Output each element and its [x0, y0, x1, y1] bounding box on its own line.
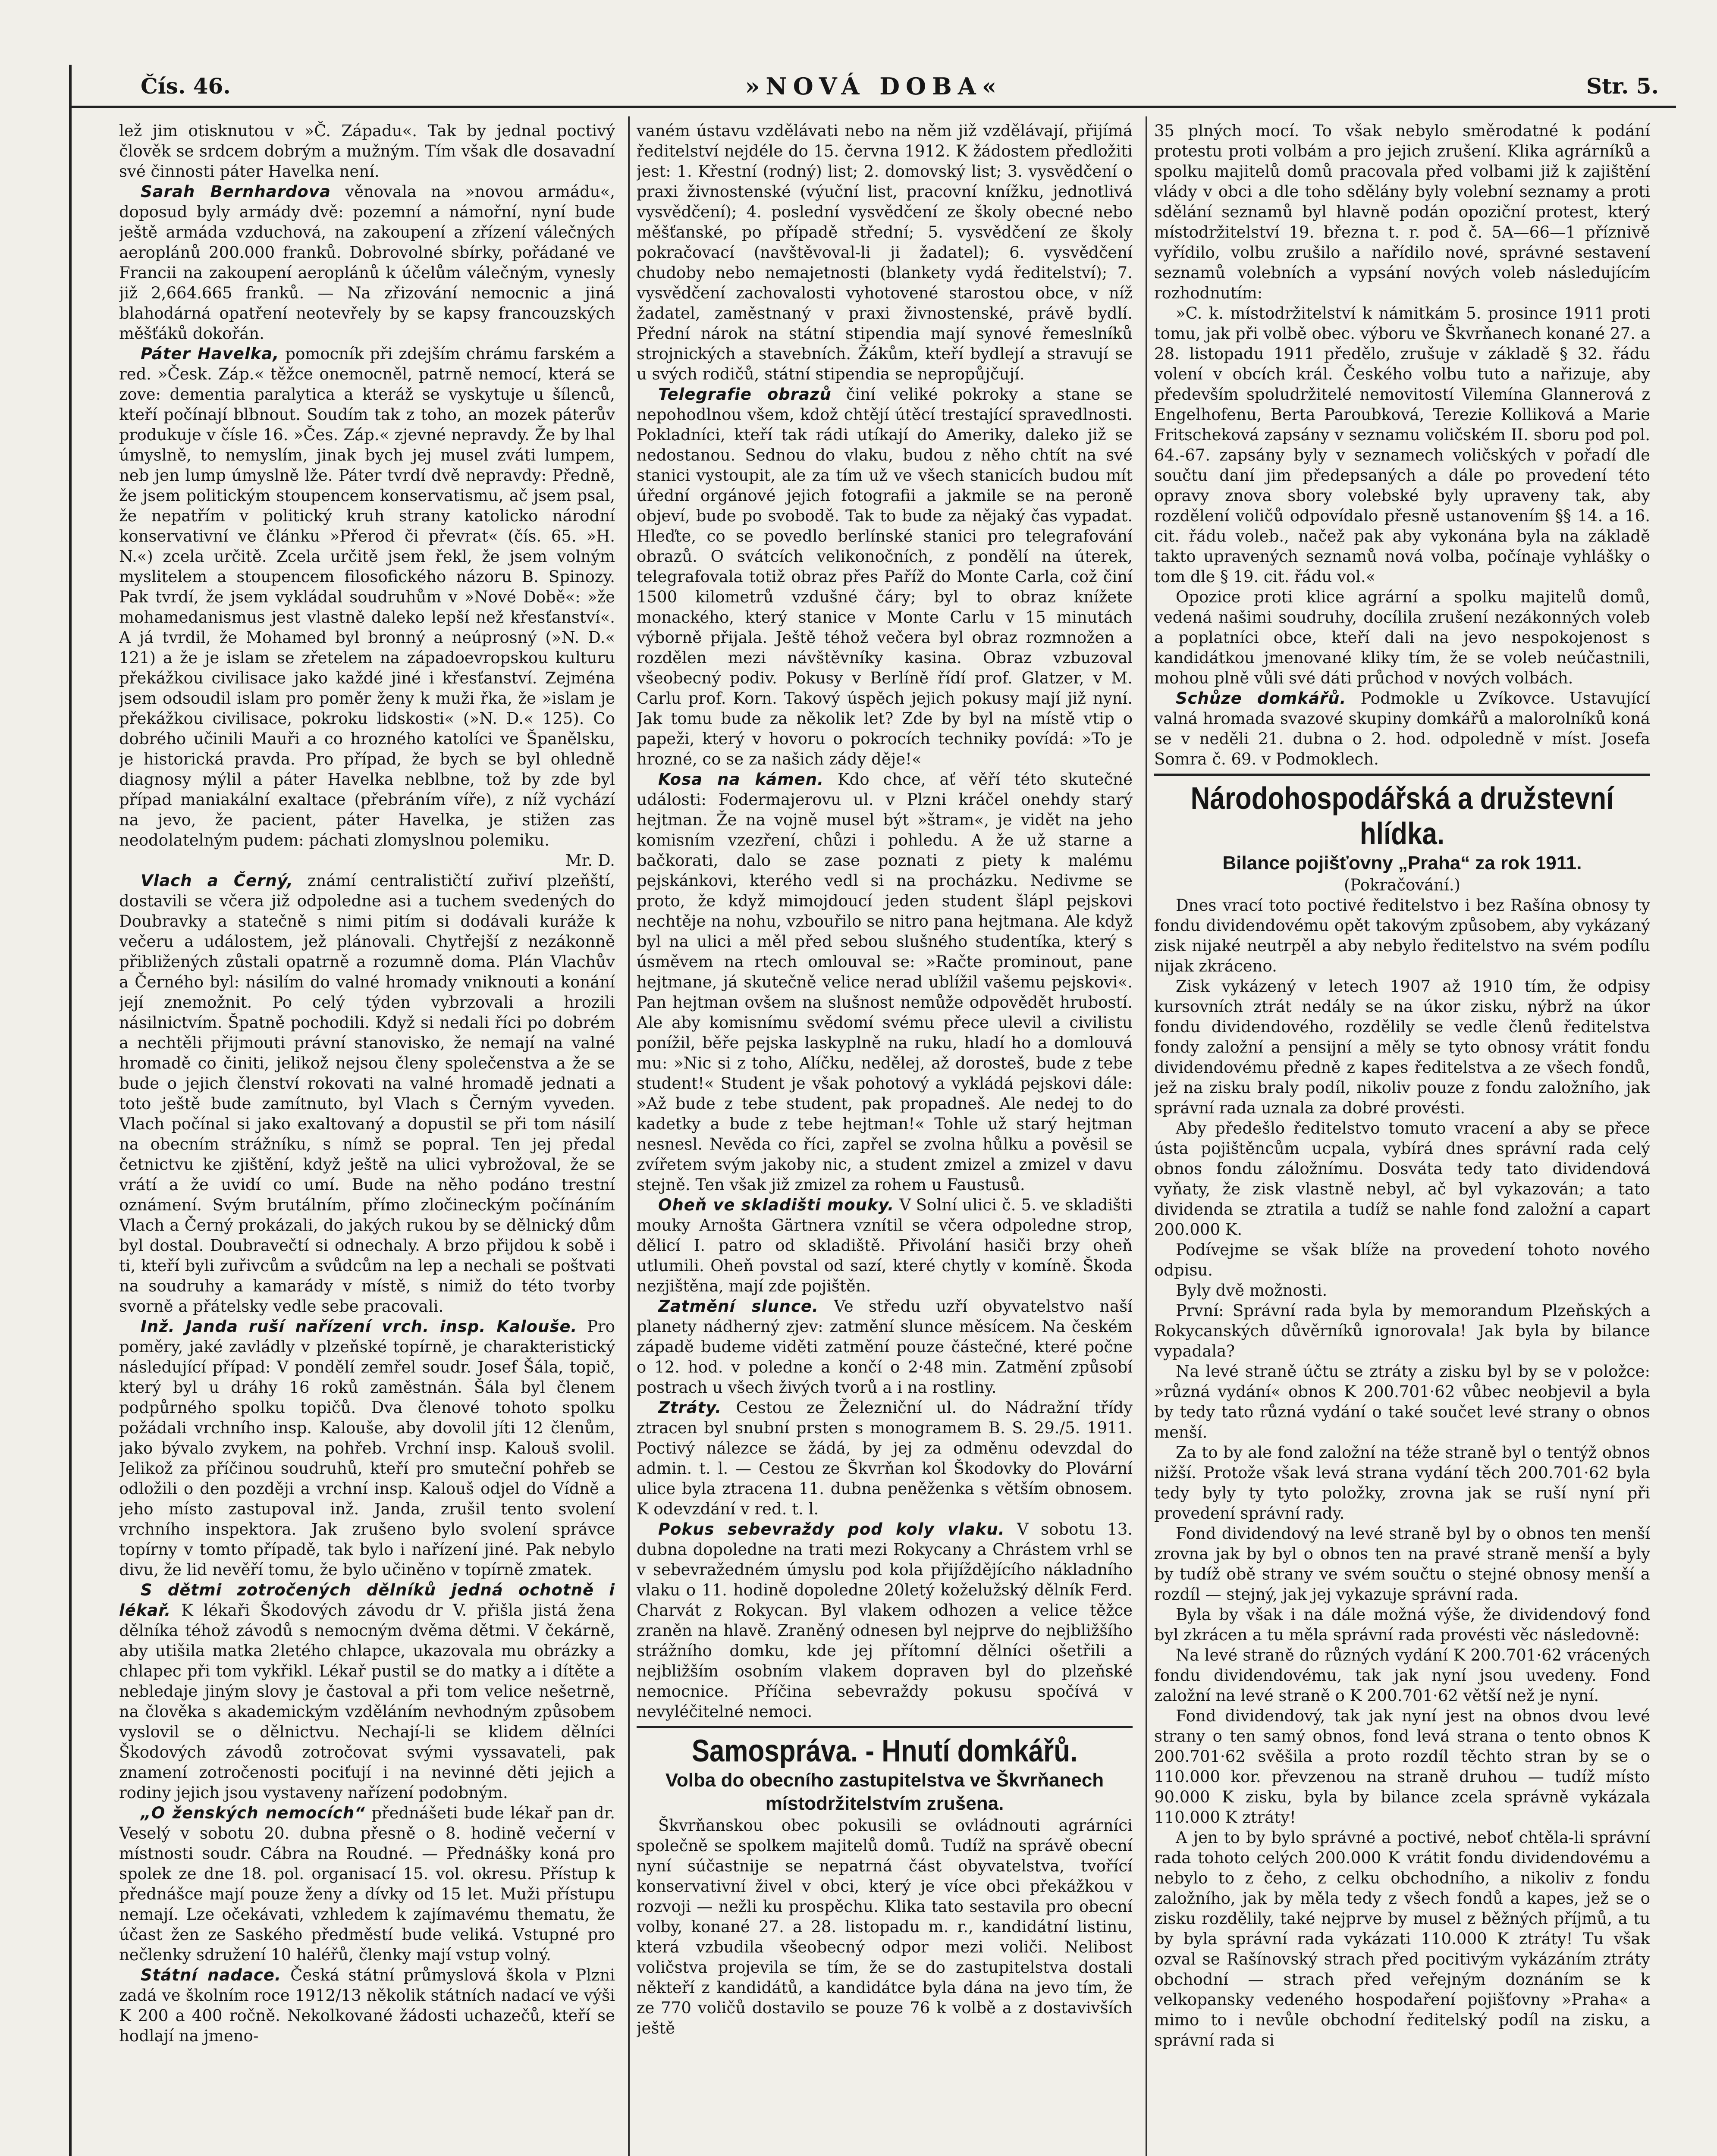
article-text: V Solní ulici č. 5. ve skladišti mouky Arnošta Gärtnera vznítil se včera odpoledne strop, dělicí I. patro od skladiště. Přivolání hasiči brzy oheň utlumili. Oheň povstal od sazí, které chytly v komíně. Škoda nezjištěna, mají zde pojištěn.	[637, 1196, 1133, 1295]
article-text: Kdo chce, ať věří této skutečné události: Fodermajerovu ul. v Plzni kráčel onehdy starý hejtman. Že na vojně musel být »štram«, je vidět na jeho komisním vzezření, chůzi i pohledu. A že už starne a bačkorati, dalo se zase poznati z piety k malému pejskánkovi, kterého vedl si na procházku. Nedivme se proto, že když mimojdoucí jeden student šlápl pejskovi nechtěje na nohu, vzbouřilo se nitro pana hejtmana. Ale když byl na ulici a měl před sebou slušného studentíka, který s úsměvem na rtech omlouval se: »Račte prominout, pane hejtmane, já skutečně velice nerad ublížil vašemu pejskovi«. Pan hejtman ovšem na slušnost nemůže odpovědět hrubostí. Ale aby komisnímu svědomí svému přece ulevil a civilistu ponížil, běře pejska laskyplně na ruku, hladí ho a domlouvá mu: »Nic si z toho, Alíčku, nedělej, až dorosteš, bude z tebe student!« Student je však pohotový a vykládá pejskovi dále: »Až bude z tebe student, pak propadneš. Ale nedej to do kadetky a bude z tebe hejtman!« Tohle už starý hejtman nesnesl. Nevěda co říci, zapřel se zvolna hůlku a pověsil se zvířetem svým jakoby nic, a student zmizel a zmizel v davu stejně. Ten však již zmizel za rohem u Faustusů.	[637, 770, 1133, 1194]
article-paragraph: lež jim otisknutou v »Č. Západu«. Tak by jednal poctivý člověk se srdcem dobrým a mužným. Tím však dle dosavadní své činnosti páter Havelka není.	[119, 122, 615, 181]
article-paragraph	[637, 1519, 1133, 1722]
article-text: Cestou ze Železniční ul. do Nádražní třídy ztracen byl snubní prsten s monogramem B. S. 29./5. 1911. Poctivý nálezce se žádá, by jej za odměnu odevzdal do admin. t. l. — Cestou ze Škvrňan kol Škodovky do Plovární ulice byla ztracena 11. dubna peněženka s větším obnosem. K odevzdání v red. t. l.	[637, 1398, 1133, 1518]
article-paragraph: Na levé straně do různých vydání K 200.701·62 vrácených fondu dividendovému, tak jak nyní jsou uvedeny. Fond založní na levé straně o K 200.701·62 větší než je nyní.	[1154, 1646, 1650, 1705]
article-paragraph: Opozice proti klice agrární a spolku majitelů domů, vedená našimi soudruhy, docílila zrušení nezákonných voleb a poplatníci obce, kteří dali na jevo nespokojenost s kandidátkou jmenované kliky tím, že se voleb neúčastnili, mohou plně vůli své dáti průchod v nových volbách.	[1154, 588, 1650, 687]
article-heading: Telegrafie obrazů	[658, 385, 832, 404]
article-heading: „O ženských nemocích“	[141, 1804, 366, 1822]
article-text: Česká státní průmyslová škola v Plzni zadá ve školním roce 1912/13 několik státních nadací ve výši K 200 a 400 ročně. Nekolkované žádosti uchazečů, kteří se hodlají na jmeno-	[119, 1966, 615, 2045]
page-header	[72, 65, 1676, 108]
article-text: K lékaři Škodových závodu dr V. přišla jistá žena dělníka téhož závodů s nemocným dvěma dětmi. V čekárně, aby utišila matka 2letého chlapce, ukazovala mu obrázky a chlapec při tom vykřikl. Lékař pustil se do matky a i dítěte a nebledaje jiným slovy je častoval a při tom velice nešetrně, na člověka s akademickým vzděláním nevhodným způsobem vyslovil se o dělnictvu. Nechají-li se klidem dělníci Škodových závodů zotročovat svými vyssavateli, pak znamení zotročenosti pociťují i na nevinné děti jejich a rodiny jejich jsou vystaveny nařízení podobným.	[119, 1601, 615, 1802]
section-heading: Samospráva. - Hnutí domkářů.	[691, 1734, 1078, 1768]
article-paragraph: První: Správní rada byla by memorandum Plzeňských a Rokycanských důvěrníků ignorovala! Jak byla by bilance vypadala?	[1154, 1301, 1650, 1360]
article-text: V sobotu 13. dubna dopoledne na trati mezi Rokycany a Chrástem vrhl se v sebevražedném úmyslu pod kola přijíždějícího nákladního vlaku o 11. hodině dopoledne 20letý koželužský dělník Ferd. Charvát z Rokycan. Byl vlakem odhozen a velice těžce zraněn na hlavě. Zraněný odnesen byl nejprve do nejbližšího strážního domku, kde jej přítomní dělníci ošetřili a nejbližším osobním vlakem dopraven byl do plzeňské nemocnice. Příčina sebevraždy pokusu spočívá v nevyléčitelné nemoci.	[637, 1520, 1133, 1721]
article-text: Pro poměry, jaké zavládly v plzeňské topírně, je charakteristický následující případ: V pondělí zemřel soudr. Josef Šála, topič, který byl u dráhy 16 roků zaměstnán. Šála byl členem podpůrného spolku topičů. Dva členové tohoto spolku požádali vrchního insp. Kalouše, aby dovolil jíti 12 členům, jako bývalo zvykem, na pohřeb. Vrchní insp. Kalouš svolil. Jelikož za příčinou soudruhů, kteří pro smuteční pohřeb se odložili o den později a vrchní insp. Kalouš odjel do Vídně a jeho místo zastupoval inž. Janda, zrušil tento svolení vrchního inspektora. Jak zrušeno bylo svolení správce topírny v tomto případě, tak bylo i nařízení jiné. Pak nebylo divu, že lid nevěří tomu, že bylo učiněno v topírně zmatek.	[119, 1317, 615, 1579]
article-paragraph: 35 plných mocí. To však nebylo směrodatné k podání protestu proti volbám a pro jejich zrušení. Klika agrárníků a spolku majitelů domů pracovala před volbami již k zajištění vlády v obci a dle toho sdělány byly volební seznamy a proti sdělání seznamů byl hlavně podán opoziční protest, který místodržitelství 19. března t. r. pod č. 5A—66—1 příznivě vyřídilo, volbu zrušilo a nařídilo nové, správné sestavení seznamů volebních a vypsání nových voleb následujícím rozhodnutím:	[1154, 122, 1650, 302]
article-paragraph: Byly dvě možnosti.	[1176, 1281, 1328, 1300]
article-title: Bilance pojišťovny „Praha“ za rok 1911.	[1222, 852, 1582, 874]
article-paragraph: A jen to by bylo správné a poctivé, neboť chtěla-li správní rada tohoto celých 200.000 K vrátit fondu dividendovému a nebylo to z čeho, z celku obchodního, a nikoliv z fondu založního, jak by měla tedy z všech fondů a kapes, jež se o zisku rozdělily, také nejprve by musel z běžných příjmů, a tu by byla správní rada vykázati 110.000 K ztráty! Tu však ozval se Rašínovský strach před pocitivým vykázáním ztráty obchodní — strach před veřejným doznáním se k velkopansky vedeného hospodaření pojišťovny »Praha« a mimo to i nevůle obchodní ředitelský podíl na zisku, a správní rada si	[1154, 1828, 1650, 2049]
article-paragraph	[119, 1580, 615, 1803]
article-paragraph	[119, 871, 615, 1316]
article-paragraph	[637, 1398, 1133, 1519]
article-paragraph: Podívejme se však blíže na provedení tohoto nového odpisu.	[1154, 1241, 1650, 1279]
article-heading: Páter Havelka,	[141, 345, 279, 363]
article-paragraph: Škvrňanskou obec pokusili se ovládnouti agrárníci společně se spolkem majitelů domů. Tudíž na správě obecní nyní súčastnije se nepatrná část obyvatelstva, tvořící konservativní živel v obci, který je více obci překážkou v rozvoji — nežli ku prospěchu. Klika tato sestavila pro obecní volby, konané 27. a 28. listopadu m. r., kandidátní listinu, která vzbudila všeobecný odpor mezi voliči. Nelibost voličstva projevila se tím, že se do zastupitelstva dostali někteří z kandidátů, a kandidátce byla dána na jevo tím, že ze 770 voličů dostavilo se pouze 76 k volbě a z dostavivších ještě	[637, 1816, 1133, 2037]
column-1	[119, 121, 615, 2156]
article-paragraph: Za to by ale fond založní na téže straně byl o tentýž obnos nižší. Protože však levá strana vydání těch 200.701·62 byla tedy byly ty tyto položky, zrovna jak se ruší nyní při provedení správní rady.	[1154, 1443, 1650, 1523]
article-heading: S dětmi zotročených dělníků jedná ochotně i lékař.	[119, 1581, 615, 1620]
column-rule	[1146, 116, 1147, 2156]
article-heading: Pokus sebevraždy pod koly vlaku.	[658, 1520, 1005, 1539]
quoted-decision: »C. k. místodržitelství k námitkám 5. prosince 1911 proti tomu, jak při volbě obec. výboru ve Škvrňanech konané 27. a 28. listopadu 1911 předělo, zrušuje v základě § 32. řádu volení v obcích král. Českého volbu tuto a nařizuje, aby především spoludržitelé nemovitostí Vilemína Glannerová z Engelhofenu, Berta Paroubková, Terezie Kolliková a Marie Fritscheková zapsány v seznamu voličském II. sboru pod pol. 64.-67. zapsány byly v seznamech voličských v pořadí dle součtu daní jim předepsaných a dále po provedení této opravy znova sbory volebské byly upraveny tak, aby rozdělení voličů odpovídalo přesně ustanovením §§ 14. a 16. cit. řádu voleb., načež pak aby vykonána byla na základě takto upravených seznamů nová volba, počínaje vyhlášky o tom dle § 19. cit. řádu vol.«	[1154, 304, 1650, 586]
column-3	[1154, 121, 1650, 2156]
article-heading: Ztráty.	[658, 1398, 722, 1417]
newspaper-title: »NOVÁ DOBA«	[745, 72, 1003, 100]
article-paragraph: Zisk vykázený v letech 1907 až 1910 tím, že odpisy kursovních ztrát nedály se na úkor zisku, nýbrž na úkor fondu dividendového, rozdělily se vedle členů ředitelstva fondy založní a pensijní a měly se tyto obnosy vrátit fondu dividendovému předně z kapes ředitelstva a ze všech fondů, jež na zisku braly podíl, nikoliv pouze z fondu založního, jak správní rada uznala za dobré provésti.	[1154, 977, 1650, 1117]
article-paragraph	[1154, 688, 1650, 769]
article-paragraph: Byla by však i na dále možná výše, že dividendový fond byl zkrácen a tu měla správní rada provésti věc následovně:	[1154, 1605, 1650, 1644]
article-paragraph	[119, 182, 615, 344]
article-heading: Zatmění slunce.	[658, 1297, 819, 1316]
article-paragraph	[119, 1803, 615, 1965]
column-rule	[628, 116, 630, 2156]
article-text: přednášeti bude lékař pan dr. Veselý v sobotu 20. dubna přesně o 8. hodině večerní v místnosti soudr. Cábra na Roudné. — Přednášky koná pro spolek ze dne 18. pol. organisací 15. vol. okresu. Přístup k přednášce mají pouze ženy a dívky od 15 let. Muži přístupu nemají. Lze očekávati, vzhledem k zajímavému thematu, že účast žen ze Saského předměstí bude veliká. Vstupné pro nečlenky sdružení 10 haléřů, členky mají vstup volný.	[119, 1804, 615, 1964]
section-heading: Národohospodářská a družstevní hlídka.	[1190, 781, 1614, 851]
article-paragraph	[119, 1965, 615, 2046]
article-paragraph: Na levé straně účtu se ztráty a zisku byl by se v položce: »různá vydání« obnos K 200.701·62 vůbec neobjevil a byla by tedy tato různá vydání o také součet levé strany o obnos menší.	[1154, 1362, 1650, 1442]
section-divider	[637, 1726, 1133, 1728]
signature: Mr. D.	[565, 851, 615, 870]
article-text: Ve středu uzří obyvatelstvo naší planety nádherný zjev: zatmění slunce měsícem. Na českém západě budeme viděti zatmění pouze částečné, které počne o 12. hod. v poledne a končí o 2·48 min. Zatmění způsobí postrach u všech živých tvorů a i na rostliny.	[637, 1297, 1133, 1397]
article-text: Podmokle u Zvíkovce. Ustavující valná hromada svazové skupiny domkářů a malorolníků koná se v neděli 21. dubna o 2. hod. odpoledně v míst. Josefa Somra č. 69. v Podmoklech.	[1154, 689, 1650, 768]
article-paragraph	[119, 344, 615, 850]
article-text: věnovala na »novou armádu«, doposud byly armády dvě: pozemní a námořní, nyní bude ještě armáda vzduchová, na zakoupení a zřízení válečných aeroplánů 200.000 franků. Dobrovolné sbírky, pořádané ve Francii na zakoupení aeroplánů k účelům válečným, vynesly již 2,664.665 franků. — Na zřizování nemocnic a jiná blahodárná opatření neotevřely by se kapsy francouzských měšťáků dokořán.	[119, 182, 615, 343]
article-paragraph: vaném ústavu vzdělávati nebo na něm již vzdělávají, přijímá ředitelství nejdéle do 15. června 1912. K žádostem předložiti jest: 1. Křestní (rodný) list; 2. domovský list; 3. vysvědčení o praxi živnostenské (výuční list, pracovní knížku, jednotlivá vysvědčení); 4. poslední vysvědčení ze školy obecné nebo měšťanské, po případě střední; 5. vysvědčení ze školy pokračovací (navštěvoval-li ji žadatel); 6. vysvědčení chudoby nebo nemajetnosti (blankety vydá ředitelství); 7. vysvědčení zachovalosti vyhotovené starostou obce, v níž žadatel, zaměstnaný v praxi živnostenské, právě bydlí. Přední nárok na státní stipendia mají synové řemeslníků strojnických a stavebních. Žákům, kteří bydlejí a stravují se u svých rodičů, státní stipendia se nepropůjčují.	[637, 122, 1133, 383]
article-heading: Sarah Bernhardova	[141, 182, 331, 201]
section-divider	[1154, 774, 1650, 776]
article-text: známí centralističtí zuřiví plzeňští, dostavili se včera již odpoledne asi a tuchem svedených do Doubravky a statečně s nimi pitím si dodávali kuráže k večeru a událostem, jež plánovali. Chytřejší z nezákonně přibližených zůstali opatrně a rozumně doma. Plán Vlachův a Černého byl: násilím do valné hromady vniknouti a konání její znemožnit. Po celý týden vybrzovali a hrozili násilnictvím. Špatně pochodili. Když si nedali říci po dobrém a nechtěli přijmouti právní stanovisko, že nemají na valné hromadě co činiti, jelikož nejsou členy společenstva a že se bude o jejich členství rokovati na valné hromadě jednati a toto ještě bude zamítnuto, byl Vlach s Černým vyveden. Vlach počínal si jako exaltovaný a dopustil se při tom násilí na obecním strážníku, s nímž se popral. Ten jej předal četnictvu ke zjištění, když ještě na ulici vybrožoval, že se vrátí a že uvidí co umí. Bude na něho podáno trestní oznámení. Svým brutálním, přímo zločineckým počínáním Vlach a Černý prokázali, do jakých rukou by se dělnický dům byl dostal. Doubravečtí si odnechaly. A brzo přijdou k sobě i ti, kteří byli zuřivcům a svůdcům na lep a nechali se poštvati na soudruhy a kamarády v místě, s nimiž do této tvorby svorně a přátelsky vedle sebe pracovali.	[119, 871, 615, 1316]
article-paragraph	[637, 1296, 1133, 1398]
article-paragraph	[637, 384, 1133, 769]
article-heading: Státní nadace.	[141, 1966, 282, 1984]
column-2	[637, 121, 1133, 2156]
article-title: Volba do obecního zastupitelstva ve Škvrňanech místodržitelstvím zrušena.	[665, 1770, 1104, 1814]
article-paragraph: Fond dividendový, tak jak nyní jest na obnos dvou levé strany o ten samý obnos, fond levá strana o tento obnos K 200.701·62 svěšila a proto rozdíl těchto stran by se o 110.000 kor. převzenou na straně druhou — tudíž místo 90.000 K zisku, byla by bilance zcela správně vykázala 110.000 K ztráty!	[1154, 1707, 1650, 1827]
page-number: Str. 5.	[1586, 73, 1659, 99]
article-text: činí veliké pokroky a stane se nepohodlnou všem, kdož chtějí útěcí trestající spravedlnosti. Pokladníci, kteří tak rádi utíkají do Ameriky, daleko již se nedostanou. Sednou do vlaku, budou z něho chtít na své stanici vystoupit, ale za tím už ve všech stanicích budou mít úřední orgánové jejich fotografii a jakmile se na peroně objeví, bude po svobodě. Tak to bude za nějaký čas vypadat. Hleďte, co se povedlo berlínské stanici pro telegrafování obrazů. O svátcích velikonočních, z pondělí na úterek, telegrafovala totiž obraz přes Paříž do Monte Carla, což činí 1500 kilometrů vzdušné čáry; byl to obraz knížete monackého, který stanice v Monte Carlu v 15 minutách výborně přijala. Ještě téhož večera byl obraz rozmnožen a rozdělen mezi návštěvníky kasina. Obraz vzbuzoval všeobecný podiv. Pokusy v Berlíně řídí prof. Glatzer, v M. Carlu prof. Korn. Takový úspěch jejich pokusy mají již nyní. Jak tomu bude za několik let? Zde by byl na místě vtip o papeži, který v hovoru o pokrocích techniky povídá: »To je hrozné, co se za našich zády děje!«	[637, 385, 1133, 768]
issue-number: Čís. 46.	[141, 73, 231, 99]
article-text: pomocník při zdejším chrámu farském a red. »Česk. Záp.« těžce onemocněl, patrně nemocí, která se zove: dementia paralytica a kteráž se vyskytuje u šílenců, kteří počínají blbnout. Soudím tak z toho, an mozek páterův produkuje v čísle 16. »Čes. Záp.« zjevné nepravdy. Že by lhal úmyslně, to nemyslím, jinak bych jej musel zváti lumpem, neb jen lump úmyslně lže. Páter tvrdí dvě nepravdy: Předně, že jsem politickým stoupencem konservatismu, ač jsem psal, že nepatřím v politický kruh strany katolicko národní konservativní ve článku »Přerod či převrat« (čís. 65. »H. N.«) zcela určitě. Zcela určitě jsem řekl, že jsem volným myslitelem a stoupencem filosofického názoru B. Spinozy. Pak tvrdí, že jsem vykládal soudruhům v »Nové Době«: »že mohamedanismus jest vlastně daleko lepší než křesťanství«. A já tvrdil, že Mohamed byl bronný a neúprosný (»N. D.« 121) a že je islam se zřetelem na západoevropskou kulturu překážkou civilisace jako každé jiné i křesťanství. Zejména jsem odsoudil islam pro poměr ženy k muži řka, že »islam je překážkou civilisace, pokroku lidskosti« (»N. D.« 125). Co dobrého učinili Mauři a co hrozného katolíci ve Španělsku, je historická pravda. Pro případ, že bych se byl ohledně diagnosy mýlil a páter Havelka neblbne, tož by zde byl případ maniakální exaltace (přebráním víře), z níž vychází na jevo, že pacient, páter Havelka, je stižen zas neodolatelným pudem: páchati zlomyslnou polemiku.	[119, 345, 615, 849]
article-paragraph: Aby předešlo ředitelstvo tomuto vracení a aby se přece ústa pojištěncům ucpala, vybírá dnes správní rada celý obnos fondu záložnímu. Dosváta tedy tato dividendová vyňaty, že zisk vlastně nebyl, ač byl vykazován; a tato dividenda se ztratila a tudíž se nahle fond založní a capart 200.000 K.	[1154, 1119, 1650, 1239]
article-heading: Schůze domkářů.	[1176, 689, 1347, 708]
article-paragraph	[119, 1316, 615, 1580]
article-paragraph	[637, 769, 1133, 1195]
article-heading: Oheň ve skladišti mouky.	[658, 1196, 895, 1214]
article-heading: Kosa na kámen.	[658, 770, 824, 789]
article-paragraph: Dnes vrací toto poctivé ředitelstvo i bez Rašína obnosy ty fondu dividendovému opět takovým způsobem, aby vykázaný zisk nijaké neutrpěl a aby nebylo ředitelstvo na svém podílu nijak zkráceno.	[1154, 896, 1650, 975]
article-paragraph: Fond dividendový na levé straně byl by o obnos ten menší zrovna jak by byl o obnos ten na pravé straně menší a byly by tudíž obě strany ve svém součtu o stejné obnosy menší a rozdíl — stejný, jak jej vykazuje správní rada.	[1154, 1524, 1650, 1604]
article-subtitle: (Pokračování.)	[1343, 876, 1461, 894]
article-heading: Inž. Janda ruší nařízení vrch. insp. Kalouše.	[141, 1317, 578, 1336]
article-paragraph	[637, 1195, 1133, 1296]
newspaper-page	[69, 65, 1676, 2156]
article-heading: Vlach a Černý,	[141, 871, 293, 890]
